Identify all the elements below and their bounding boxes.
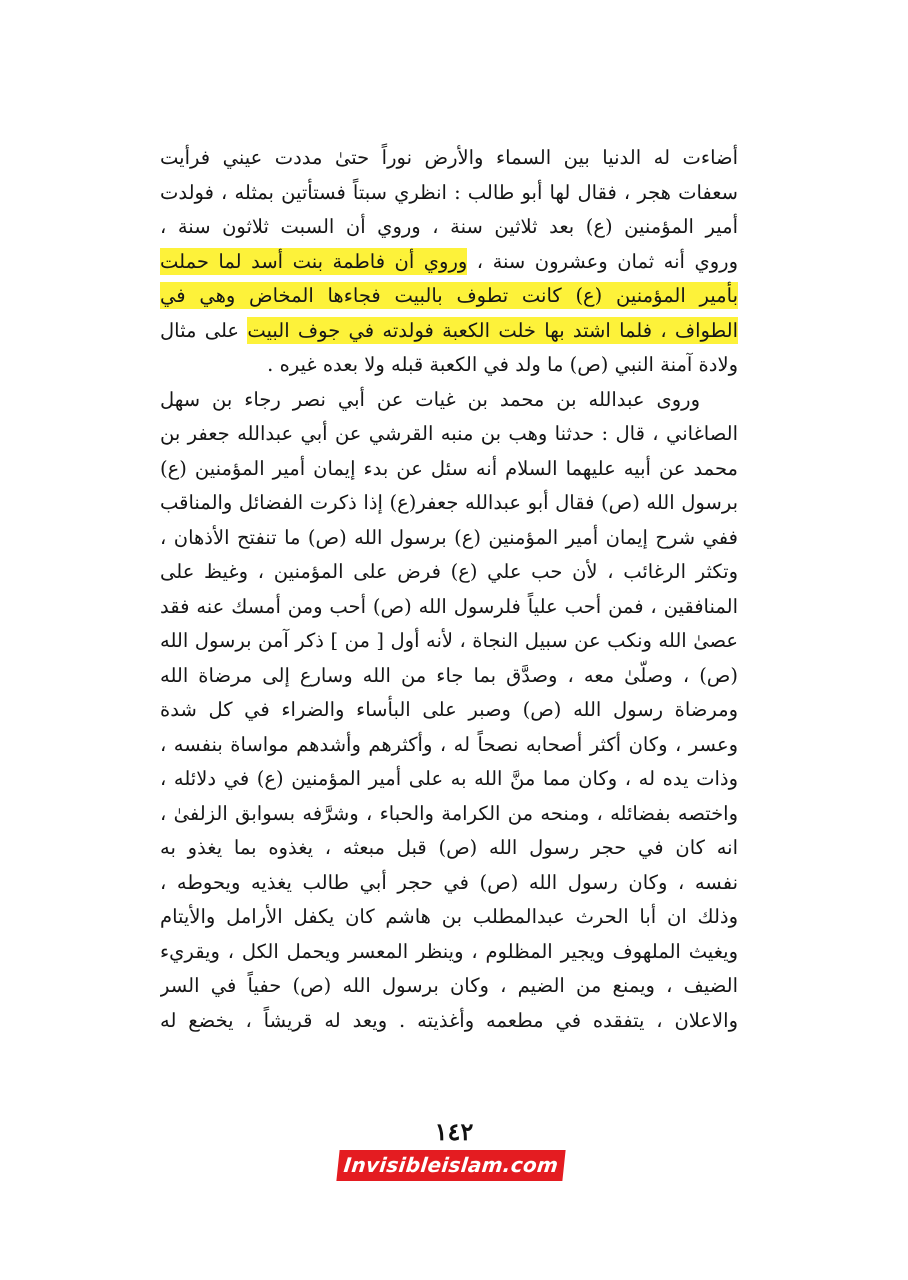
text-line [160,521,738,556]
text-segment: الضيف ، ويمنع من الضيم ، وكان برسول الله (ص) حفياً في السر [160,974,738,997]
text-segment: الصاغاني ، قال : حدثنا وهب بن منبه القرشي عن أبي عبدالله جعفر بن [160,422,738,445]
text-segment: وروي أنه ثمان وعشرون سنة ، [467,249,738,273]
text-line [160,176,738,211]
text-line [160,1004,738,1039]
text-line [160,935,738,970]
text-segment: أمير المؤمنين (ع) بعد ثلاثين سنة ، وروي أن السبت ثلاثون سنة ، [160,215,738,238]
text-line [160,762,738,797]
text-line [160,693,738,728]
text-line [160,486,738,521]
text-line [160,624,738,659]
text-line [160,452,738,487]
text-segment: وروى عبدالله بن محمد بن غيات عن أبي نصر رجاء بن سهل [160,387,700,411]
text-segment: ومرضاة رسول الله (ص) وصبر على البأساء والضراء في كل شدة [160,698,738,721]
text-line [160,590,738,625]
text-segment: واختصه بفضائله ، ومنحه من الكرامة والحباء ، وشرَّفه بسوابق الزلفىٰ ، [160,801,738,825]
text-segment: وعسر ، وكان أكثر أصحابه نصحاً له ، وأكثرهم وأشدهم مواساة بنفسه ، [160,732,738,756]
text-line [160,797,738,832]
page-body [160,141,738,1038]
text-segment: (ص) ، وصلّىٰ معه ، وصدَّق بما جاء من الله وسارع إلى مرضاة الله [160,663,738,687]
text-segment: وتكثر الرغائب ، لأن حب علي (ع) فرض على المؤمنين ، وغيظ على [160,560,738,583]
text-line [160,728,738,763]
text-segment: أضاءت له الدنيا بين السماء والأرض نوراً حتىٰ مددت عيني فرأيت [160,146,738,169]
text-line [160,245,738,280]
text-segment: ففي شرح إيمان أمير المؤمنين (ع) برسول الله (ص) ما تنفتح الأذهان ، [160,525,738,549]
text-line [160,555,738,590]
text-segment: على مثال [160,318,248,342]
text-line [160,314,738,349]
text-segment: وذات يده له ، وكان مما منَّ الله به على أمير المؤمنين (ع) في دلائله ، [160,767,738,790]
text-line [160,279,738,314]
text-segment: نفسه ، وكان رسول الله (ص) في حجر أبي طالب يغذيه ويحوطه ، [160,870,738,894]
text-line [160,866,738,901]
text-line [160,831,738,866]
text-segment: وذلك ان أبا الحرث عبدالمطلب بن هاشم كان يكفل الأرامل والأيتام [160,905,738,928]
text-segment: ويغيث الملهوف ويجير المظلوم ، وينظر المعسر ويحمل الكل ، ويقريء [160,939,738,963]
text-segment: انه كان في حجر رسول الله (ص) قبل مبعثه ، يغذوه بما يغذو به [160,836,738,859]
text-line [160,659,738,694]
text-line [160,383,738,418]
highlighted-text: الطواف ، فلما اشتد بها خلت الكعبة فولدته في جوف البيت [247,318,738,342]
text-segment: محمد عن أبيه عليهما السلام أنه سئل عن بدء إيمان أمير المؤمنين (ع) [160,456,738,480]
text-segment: عصىٰ الله ونكب عن سبيل النجاة ، لأنه أول [ من ] ذكر آمن برسول الله [160,629,738,652]
highlighted-text: بأمير المؤمنين (ع) كانت تطوف بالبيت فجاءها المخاض وهي في [160,284,738,307]
highlighted-text: وروي أن فاطمة بنت أسد لما حملت [160,249,468,273]
text-line [160,969,738,1004]
text-segment: المنافقين ، فمن أحب علياً فلرسول الله (ص) أحب ومن أمسك عنه فقد [160,594,738,618]
text-line [160,210,738,245]
text-segment: والاعلان ، يتفقده في مطعمه وأغذيته . ويعد له قريشاً ، يخضع له [160,1008,738,1032]
text-line [160,348,738,383]
text-segment: برسول الله (ص) فقال أبو عبدالله جعفر(ع) إذا ذكرت الفضائل والمناقب [160,491,738,514]
watermark-logo: Invisibleislam.com [336,1150,565,1181]
text-line [160,900,738,935]
text-line [160,417,738,452]
text-segment: ولادة آمنة النبي (ص) ما ولد في الكعبة قبله ولا بعده غيره . [267,353,738,376]
text-segment: سعفات هجر ، فقال لها أبو طالب : انظري سبتاً فستأتين بمثله ، فولدت [160,180,738,204]
page-number: ١٤٢ [434,1117,474,1146]
text-line [160,141,738,176]
